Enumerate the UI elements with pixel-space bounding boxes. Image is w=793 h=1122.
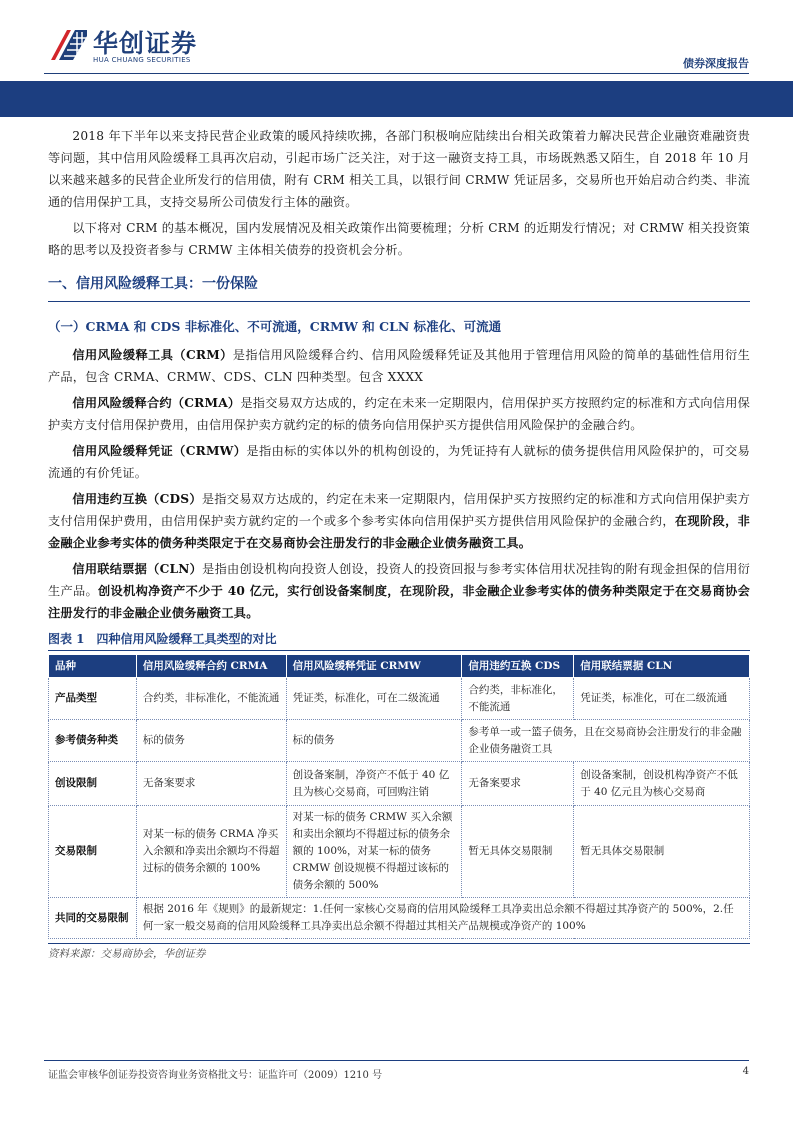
cds-text: 是指交易双方达成的，约定在未来一定期限内，信用保护买方按照约定的标准和方式向信用保护卖方支付信用保护费用，由信用保护卖方就约定的一个或多个参考实体向信用保护买方提供信用风险保护的金融合约， xyxy=(48,492,750,528)
cln-definition xyxy=(48,558,750,624)
row-label: 交易限制 xyxy=(49,806,137,898)
crmw-text: 是指由标的实体以外的机构创设的，为凭证持有人就标的债务提供信用风险保护的，可交易流通的有价凭证。 xyxy=(48,444,751,480)
table-header-cell: 信用联结票据 CLN xyxy=(574,655,750,678)
table-row xyxy=(49,720,750,762)
row-label: 产品类型 xyxy=(49,678,137,720)
crma-text: 是指交易双方达成的，约定在未来一定期限内，信用保护买方按照约定的标准和方式向信用保护卖方支付信用保护费用，由信用保护卖方就约定的标的债务向信用保护买方提供信用风险保护的金融合约。 xyxy=(48,396,751,432)
table-row xyxy=(49,898,750,939)
table-cell: 凭证类，标准化，可在二级流通 xyxy=(574,678,750,720)
page-header xyxy=(0,0,793,80)
table-cell: 合约类，非标准化，不能流通 xyxy=(462,678,574,720)
table-cell: 对某一标的债务 CRMW 买入余额和卖出余额均不得超过标的债务余额的 100%，对某一标的债务 CRMW 创设规模不得超过该标的债务余额的 500% xyxy=(286,806,462,898)
table-cell: 标的债务 xyxy=(136,720,286,762)
intro-paragraph-2: 以下将对 CRM 的基本概况，国内发展情况及相关政策作出简要梳理；分析 CRM 的近期发行情况；对 CRMW 相关投资策略的思考以及投资者参与 CRMW 主体相关债券的投资机会分析。 xyxy=(48,221,750,257)
header-band xyxy=(0,81,793,117)
table-header-cell: 信用风险缓释合约 CRMA xyxy=(136,655,286,678)
table-cell: 合约类，非标准化，不能流通 xyxy=(136,678,286,720)
page-number: 4 xyxy=(742,1066,749,1077)
table-cell: 暂无具体交易限制 xyxy=(574,806,750,898)
cln-text: 是指由创设机构向投资人创设，投资人的投资回报与参考实体信用状况挂钩的附有现金担保的信用衍生产品。 xyxy=(48,562,751,598)
intro-paragraph-1: 2018 年下半年以来支持民营企业政策的暖风持续吹拂，各部门积极响应陆续出台相关政策着力解决民营企业融资难融资贵等问题，其中信用风险缓释工具再次启动，引起市场广泛关注，对于这一融资支持工具，市场既熟悉又陌生，自 2018 年 10 月以来越来越多的民营企业所发行的信用债，附有 CRM 相关工具，以银行间 CRMW 凭证居多，交易所也开始启动合约类、非流通的信用保护工具，支持交易所公司债发行主体的融资。 xyxy=(48,129,750,209)
table-row xyxy=(49,806,750,898)
main-content xyxy=(48,125,750,961)
table-cell: 凭证类，标准化，可在二级流通 xyxy=(286,678,462,720)
cln-emphasis: 创设机构净资产不少于 40 亿元，实行创设备案制度，在现阶段，非金融企业参考实体的债务种类限定于在交易商协会注册发行的非金融企业债务融资工具。 xyxy=(48,584,750,620)
header-divider xyxy=(44,73,749,74)
crma-definition xyxy=(48,392,750,436)
table-cell: 标的债务 xyxy=(286,720,462,762)
table-cell: 无备案要求 xyxy=(136,762,286,806)
table-header-row xyxy=(49,655,750,678)
table-header-cell: 品种 xyxy=(49,655,137,678)
section-title: 一、信用风险缓释工具：一份保险 xyxy=(48,273,750,302)
report-type-label: 债券深度报告 xyxy=(683,57,749,70)
table-caption: 图表 1 四种信用风险缓释工具类型的对比 xyxy=(48,630,750,651)
table-header-cell: 信用风险缓释凭证 CRMW xyxy=(286,655,462,678)
crmw-term: 信用风险缓释凭证（CRMW） xyxy=(72,444,247,458)
cds-term: 信用违约互换（CDS） xyxy=(72,492,202,506)
logo-mark-icon xyxy=(47,26,87,62)
table-cell: 对某一标的债务 CRMA 净买入余额和净卖出余额均不得超过标的债务余额的 100% xyxy=(136,806,286,898)
cds-emphasis: 在现阶段，非金融企业参考实体的债务种类限定于在交易商协会注册发行的非金融企业债务融资工具。 xyxy=(48,514,751,550)
logo-english-name: HUA CHUANG SECURITIES xyxy=(93,56,191,64)
crm-term: 信用风险缓释工具（CRM） xyxy=(72,348,233,362)
comparison-table xyxy=(48,654,750,939)
table-cell: 根据 2016 年《规则》的最新规定：1.任何一家核心交易商的信用风险缓释工具净卖出总余额不得超过其净资产的 500%，2.任何一家一般交易商的信用风险缓释工具净卖出总余额不得超过其相关产品规模或净资产的 100% xyxy=(136,898,749,939)
crm-text: 是指信用风险缓释合约、信用风险缓释凭证及其他用于管理信用风险的简单的基础性信用衍生产品，包含 CRMA、CRMW、CDS、CLN 四种类型。包含 XXXX xyxy=(48,348,751,384)
table-header-cell: 信用违约互换 CDS xyxy=(462,655,574,678)
table-cell: 创设备案制，净资产不低于 40 亿且为核心交易商，可回购注销 xyxy=(286,762,462,806)
crmw-definition xyxy=(48,440,750,484)
subsection-title: （一）CRMA 和 CDS 非标准化、不可流通，CRMW 和 CLN 标准化、可流通 xyxy=(48,319,502,334)
row-label: 创设限制 xyxy=(49,762,137,806)
table-cell: 参考单一或一篮子债务，且在交易商协会注册发行的非金融企业债务融资工具 xyxy=(462,720,750,762)
table-cell: 创设备案制，创设机构净资产不低于 40 亿元且为核心交易商 xyxy=(574,762,750,806)
footer-divider xyxy=(44,1060,749,1061)
company-logo xyxy=(47,20,207,70)
row-label: 共同的交易限制 xyxy=(49,898,137,939)
cds-definition xyxy=(48,488,750,554)
logo-chinese-name: 华创证券 xyxy=(93,29,198,58)
table-row xyxy=(49,678,750,720)
table-source: 资料来源：交易商协会，华创证券 xyxy=(48,943,750,961)
cln-term: 信用联结票据（CLN） xyxy=(72,562,203,576)
table-cell: 无备案要求 xyxy=(462,762,574,806)
table-cell: 暂无具体交易限制 xyxy=(462,806,574,898)
crm-definition xyxy=(48,344,750,388)
crma-term: 信用风险缓释合约（CRMA） xyxy=(72,396,241,410)
footer-license-text: 证监会审核华创证券投资咨询业务资格批文号：证监许可（2009）1210 号 xyxy=(48,1070,383,1081)
row-label: 参考债务种类 xyxy=(49,720,137,762)
table-row xyxy=(49,762,750,806)
